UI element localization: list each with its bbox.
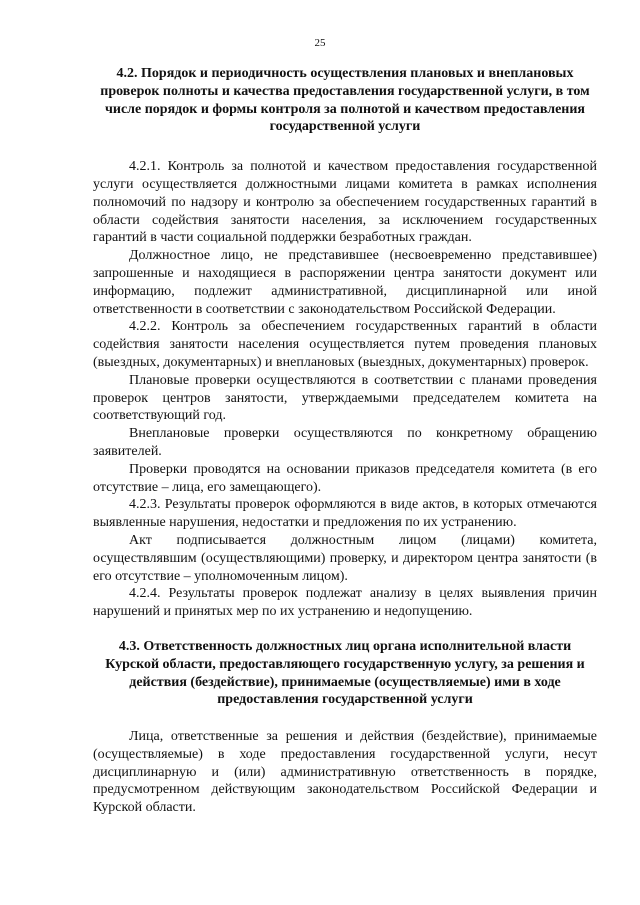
paragraph-unplanned-inspections: Внеплановые проверки осуществляются по конкретному обращению заявителей. [93, 426, 597, 459]
paragraph-inspection-orders: Проверки проводятся на основании приказов председателя комитета (в его отсутствие – лица, его замещающего). [93, 461, 597, 495]
paragraph-official-liability: Должностное лицо, не представившее (несвоевременно представившее) запрошенные и находящиеся в распоряжении центра занятости документ или информацию, подлежит административной, дисциплинарной или иной ответственности в соответствии с законодательством Российской Федерации. [93, 248, 597, 317]
paragraph-4-2-1: 4.2.1. Контроль за полнотой и качеством предоставления государственной услуги осуществляется должностными лицами комитета в рамках исполнения полномочий по надзору и контролю за обеспечением государственных гарантий в области содействия занятости населения, за исключением государственных гарантий в части социальной поддержки безработных граждан. [93, 159, 597, 246]
paragraph-planned-inspections: Плановые проверки осуществляются в соответствии с планами проведения проверок центров занятости, утверждаемыми председателем комитета на соответствующий год. [93, 372, 597, 424]
document-body [93, 65, 597, 817]
paragraph-responsibility: Лица, ответственные за решения и действия (бездействие), принимаемые (осуществляемые) в ходе предоставления государственной услуги, несут дисциплинарную и (или) административную ответственность в порядке, предусмотренном действующим законодательством Российской Федерации и Курской области. [93, 729, 597, 816]
paragraph-act-signing: Акт подписывается должностным лицом (лицами) комитета, осуществлявшим (осуществляющими) проверку, и директором центра занятости (в его отсутствие – уполномоченным лицом). [93, 532, 597, 584]
section-4-3-heading: 4.3. Ответственность должностных лиц органа исполнительной власти Курской области, предоставляющего государственную услугу, за решения и действия (бездействие), принимаемые (осуществляемые) ими в ходе предоставления государственной услуги [105, 638, 585, 708]
paragraph-4-2-4: 4.2.4. Результаты проверок подлежат анализу в целях выявления причин нарушений и принятых мер по их устранению и недопущению. [93, 586, 597, 620]
page-number: 25 [314, 37, 326, 49]
section-4-2-heading: 4.2. Порядок и периодичность осуществления плановых и внеплановых проверок полноты и качества предоставления государственной услуги, в том числе порядок и формы контроля за полнотой и качеством предоставления государственной услуги [100, 66, 590, 135]
paragraph-4-2-3: 4.2.3. Результаты проверок оформляются в виде актов, в которых отмечаются выявленные нарушения, недостатки и предложения по их устранению. [93, 497, 597, 531]
paragraph-4-2-2: 4.2.2. Контроль за обеспечением государственных гарантий в области содействия занятости населения осуществляется путем проведения плановых (выездных, документарных) и внеплановых (выездных, документарных) проверок. [93, 319, 597, 370]
